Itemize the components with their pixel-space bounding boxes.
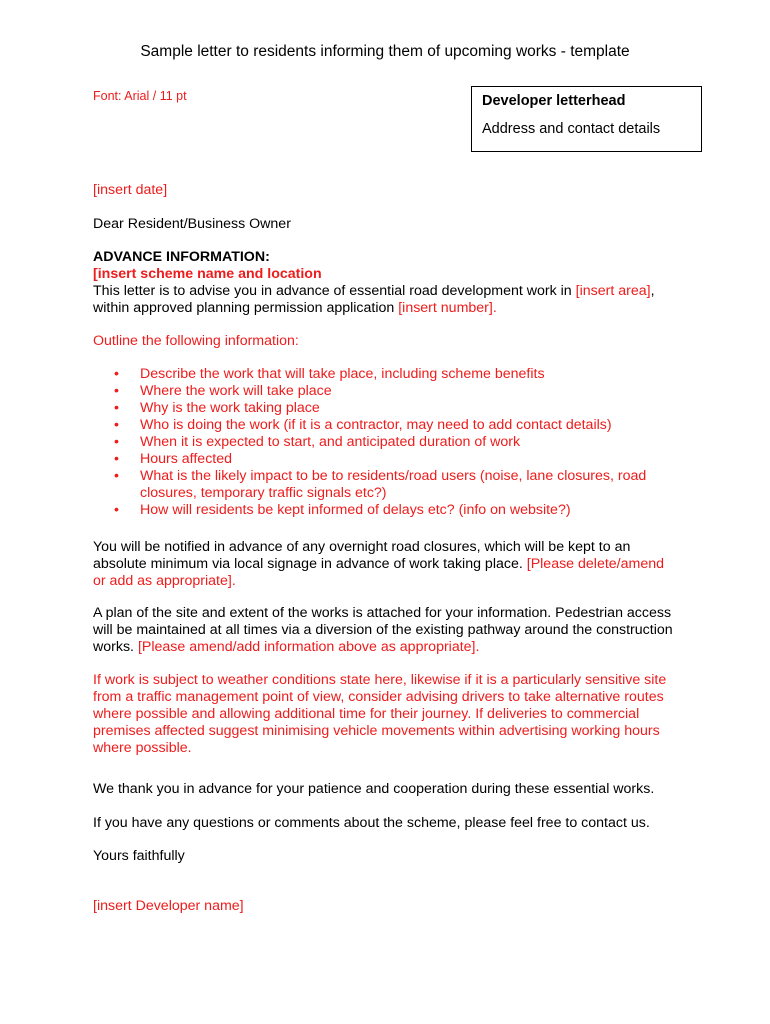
signature-placeholder: [insert Developer name]	[93, 898, 244, 914]
thanks-paragraph: We thank you in advance for your patience and cooperation during these essential works.	[93, 781, 655, 797]
number-placeholder: [insert number].	[398, 300, 497, 316]
plan-text: A plan of the site and extent of the works is attached for your information. Pedestrian access will be maintained at all times via a diversion of the existing pathway around the construction works.	[93, 605, 673, 655]
letterhead-box	[471, 86, 702, 152]
list-item: • Why is the work taking place	[93, 400, 673, 417]
plan-instruction: [Please amend/add information above as appropriate].	[137, 639, 480, 655]
heading-block	[93, 249, 673, 317]
advance-info-heading: ADVANCE INFORMATION:	[93, 249, 270, 265]
list-item: • When it is expected to start, and anticipated duration of work	[93, 434, 673, 451]
notice-text: You will be notified in advance of any overnight road closures, which will be kept to an absolute minimum via local signage in advance of work taking place.	[93, 539, 631, 572]
closing: Yours faithfully	[93, 848, 185, 864]
date-placeholder: [insert date]	[93, 182, 168, 198]
letterhead-title: Developer letterhead	[482, 93, 626, 109]
salutation: Dear Resident/Business Owner	[93, 216, 291, 232]
list-item: • Where the work will take place	[93, 383, 673, 400]
plan-paragraph	[93, 605, 673, 656]
letterhead-address: Address and contact details	[482, 121, 661, 137]
list-item: • Describe the work that will take place, including scheme benefits	[93, 366, 673, 383]
page-title: Sample letter to residents informing them of upcoming works - template	[140, 43, 630, 60]
list-item: • What is the likely impact to be to residents/road users (noise, lane closures, road closures, temporary traffic signals etc?)	[93, 468, 673, 502]
area-placeholder: [insert area]	[575, 283, 651, 299]
scheme-placeholder: [insert scheme name and location	[93, 266, 322, 282]
outline-list	[93, 366, 673, 519]
notice-instruction: [Please delete/amend or add as appropriate].	[93, 556, 664, 589]
intro-text-2: , within approved planning permission application	[93, 283, 655, 316]
font-note: Font: Arial / 11 pt	[93, 89, 187, 103]
questions-paragraph: If you have any questions or comments about the scheme, please feel free to contact us.	[93, 815, 650, 831]
notice-paragraph	[93, 539, 673, 590]
intro-text-1: This letter is to advise you in advance of essential road development work in	[93, 283, 576, 299]
outline-heading: Outline the following information:	[93, 333, 299, 349]
list-item: • Hours affected	[93, 451, 673, 468]
weather-note: If work is subject to weather conditions state here, likewise if it is a particularly sensitive site from a traffic management point of view, consider advising drivers to take alternative routes where possible and allowing additional time for their journey. If deliveries to commercial premises affected suggest minimising vehicle movements within advertising working hours where possible.	[93, 672, 667, 756]
list-item: • How will residents be kept informed of delays etc? (info on website?)	[93, 502, 673, 519]
list-item: • Who is doing the work (if it is a contractor, may need to add contact details)	[93, 417, 673, 434]
